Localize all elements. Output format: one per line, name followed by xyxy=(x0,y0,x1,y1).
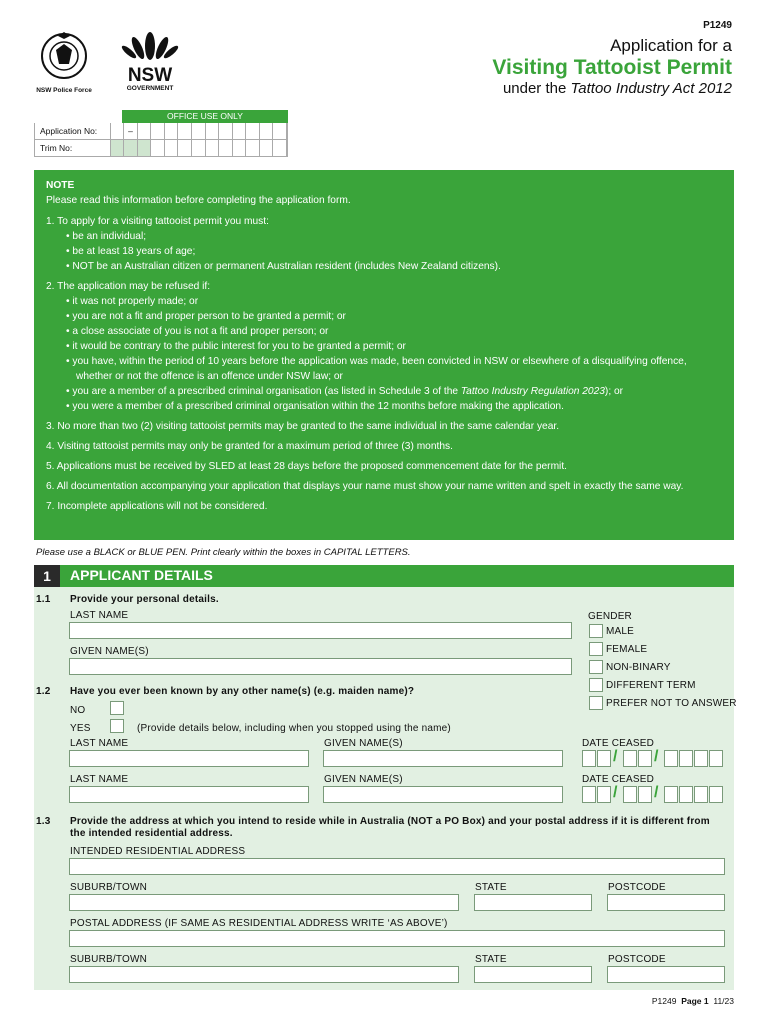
office-cell[interactable] xyxy=(219,123,233,139)
no-checkbox[interactable] xyxy=(110,701,124,715)
note-item-6: 6. All documentation accompanying your application that displays your name must show your name written and spelt in exactly the same way. xyxy=(46,481,684,492)
yes-note: (Provide details below, including when you stopped using the name) xyxy=(137,723,451,734)
office-cell[interactable] xyxy=(192,123,206,139)
date1-year-3[interactable] xyxy=(694,750,708,767)
res-state-label: STATE xyxy=(475,882,507,893)
section-number: 1 xyxy=(34,565,60,587)
note-bullet: • NOT be an Australian citizen or permanent Australian resident (includes New Zealand citizens). xyxy=(66,261,501,272)
note-bullet: • you have, within the period of 10 years before the application was made, been convicted in NSW or elsewhere of a disqualifying offence, whether or not the offence is an offence under NSW law; or xyxy=(66,356,687,382)
note-panel xyxy=(34,170,734,540)
postal-postcode-field[interactable] xyxy=(607,966,725,983)
pen-instruction: Please use a BLACK or BLUE PEN. Print clearly within the boxes in CAPITAL LETTERS. xyxy=(36,547,411,558)
nsw-logo-text: NSW xyxy=(127,65,173,86)
q11-number: 1.1 xyxy=(36,594,51,605)
date2-month-2[interactable] xyxy=(638,786,652,803)
office-cell[interactable] xyxy=(151,123,165,139)
office-cell[interactable] xyxy=(165,123,179,139)
office-cell[interactable] xyxy=(273,140,287,156)
note-item-7: 7. Incomplete applications will not be considered. xyxy=(46,501,268,512)
note-intro: Please read this information before completing the application form. xyxy=(46,195,351,206)
given-names-field[interactable] xyxy=(69,658,572,675)
office-cell[interactable] xyxy=(111,123,125,139)
office-cell[interactable] xyxy=(206,123,220,139)
postal-state-field[interactable] xyxy=(474,966,592,983)
note-bullet: • be an individual; xyxy=(66,231,147,242)
q12-text: Have you ever been known by any other name(s) (e.g. maiden name)? xyxy=(70,686,415,697)
note-bullet: • it was not properly made; or xyxy=(66,296,199,307)
alias1-given-names-label: GIVEN NAME(S) xyxy=(324,738,403,749)
date1-year-1[interactable] xyxy=(664,750,678,767)
office-cell[interactable] xyxy=(233,123,247,139)
alias2-given-names-field[interactable] xyxy=(323,786,563,803)
note-item-4: 4. Visiting tattooist permits may only be granted for a maximum period of three (3) months. xyxy=(46,441,453,452)
title-line-2: Visiting Tattooist Permit xyxy=(492,56,732,79)
office-cell[interactable] xyxy=(192,140,206,156)
postal-postcode-label: POSTCODE xyxy=(608,954,666,965)
act-name: Tattoo Industry Act 2012 xyxy=(570,80,732,97)
gender-male-label: MALE xyxy=(606,626,635,637)
alias1-given-names-field[interactable] xyxy=(323,750,563,767)
gender-male-checkbox[interactable] xyxy=(589,624,603,638)
note-bullet: • you are not a fit and proper person to be granted a permit; or xyxy=(66,311,346,322)
residential-address-field[interactable] xyxy=(69,858,725,875)
nsw-police-logo xyxy=(36,30,92,94)
note-item-2: 2. The application may be refused if: xyxy=(46,281,211,292)
gender-female-checkbox[interactable] xyxy=(589,642,603,656)
note-bullet: • you were a member of a prescribed criminal organisation within the 12 months before making the application. xyxy=(66,401,564,412)
footer-date: 11/23 xyxy=(713,996,734,1006)
office-use-table xyxy=(34,110,288,157)
q13-text: Provide the address at which you intend to reside while in Australia (NOT a PO Box) and your postal address if it is different from the intended residential address. xyxy=(70,816,710,839)
trim-no-row xyxy=(34,140,288,157)
no-label: NO xyxy=(70,705,86,716)
footer-code: P1249 xyxy=(651,996,677,1006)
q11-text: Provide your personal details. xyxy=(70,594,219,605)
office-use-heading: OFFICE USE ONLY xyxy=(122,110,288,123)
office-cell[interactable] xyxy=(219,140,233,156)
office-dash: – xyxy=(124,123,138,139)
yes-label: YES xyxy=(70,723,91,734)
police-logo-text: NSW Police Force xyxy=(36,87,92,94)
office-cell[interactable] xyxy=(246,123,260,139)
date2-year-3[interactable] xyxy=(694,786,708,803)
gender-female-label: FEMALE xyxy=(606,644,648,655)
page-footer xyxy=(652,996,734,1006)
postal-address-field[interactable] xyxy=(69,930,725,947)
residential-address-label: INTENDED RESIDENTIAL ADDRESS xyxy=(70,846,246,857)
alias1-last-name-field[interactable] xyxy=(69,750,309,767)
trim-no-label: Trim No: xyxy=(35,140,111,156)
date2-slash-1: / xyxy=(613,784,618,801)
office-cell[interactable] xyxy=(138,123,152,139)
postal-suburb-field[interactable] xyxy=(69,966,459,983)
postal-state-label: STATE xyxy=(475,954,507,965)
office-cell[interactable] xyxy=(165,140,179,156)
footer-page: Page 1 xyxy=(681,996,709,1006)
office-cell[interactable] xyxy=(178,123,192,139)
form-number: P1249 xyxy=(703,20,732,31)
date2-year-2[interactable] xyxy=(679,786,693,803)
gender-different-term-label: DIFFERENT TERM xyxy=(606,680,696,691)
note-item-1: 1. To apply for a visiting tattooist permit you must: xyxy=(46,216,269,227)
date2-day-1[interactable] xyxy=(582,786,596,803)
title-line-1: Application for a xyxy=(610,36,732,55)
office-cell[interactable] xyxy=(151,140,165,156)
office-cell[interactable] xyxy=(233,140,247,156)
gender-prefer-not-checkbox[interactable] xyxy=(589,696,603,710)
date2-year-4[interactable] xyxy=(709,786,723,803)
nsw-logo-subtext: GOVERNMENT xyxy=(126,85,174,92)
gender-different-term-checkbox[interactable] xyxy=(589,678,603,692)
note-item-5: 5. Applications must be received by SLED at least 28 days before the proposed commencement date for the permit. xyxy=(46,461,567,472)
nsw-government-logo xyxy=(120,28,180,90)
note-title: NOTE xyxy=(46,180,75,191)
gender-nonbinary-checkbox[interactable] xyxy=(589,660,603,674)
date2-day-2[interactable] xyxy=(597,786,611,803)
res-postcode-label: POSTCODE xyxy=(608,882,666,893)
alias2-last-name-field[interactable] xyxy=(69,786,309,803)
gender-label: GENDER xyxy=(588,611,632,622)
alias2-date-ceased-label: DATE CEASED xyxy=(582,774,655,785)
office-cell[interactable] xyxy=(178,140,192,156)
date1-year-4[interactable] xyxy=(709,750,723,767)
office-cell-shaded xyxy=(111,140,125,156)
date1-slash-2: / xyxy=(654,748,659,765)
title-line-3 xyxy=(503,80,732,97)
res-suburb-label: SUBURB/TOWN xyxy=(70,882,148,893)
title-prefix: under the xyxy=(502,80,571,97)
application-no-label: Application No: xyxy=(35,123,111,139)
office-cell[interactable] xyxy=(206,140,220,156)
date1-slash-1: / xyxy=(613,748,618,765)
res-state-field[interactable] xyxy=(474,894,592,911)
office-cell[interactable] xyxy=(246,140,260,156)
date1-month-2[interactable] xyxy=(638,750,652,767)
alias2-given-names-label: GIVEN NAME(S) xyxy=(324,774,403,785)
office-cell[interactable] xyxy=(260,140,274,156)
office-cell-shaded xyxy=(138,140,152,156)
given-names-label: GIVEN NAME(S) xyxy=(70,646,149,657)
date1-year-2[interactable] xyxy=(679,750,693,767)
alias1-date-ceased-label: DATE CEASED xyxy=(582,738,655,749)
office-cell[interactable] xyxy=(273,123,287,139)
gender-prefer-not-label: PREFER NOT TO ANSWER xyxy=(606,698,737,709)
postal-suburb-label: SUBURB/TOWN xyxy=(70,954,148,965)
note-bullet: • be at least 18 years of age; xyxy=(66,246,196,257)
date1-day-1[interactable] xyxy=(582,750,596,767)
q12-number: 1.2 xyxy=(36,686,51,697)
alias2-last-name-label: LAST NAME xyxy=(70,774,129,785)
note-bullet: • a close associate of you is not a fit and proper person; or xyxy=(66,326,329,337)
last-name-field[interactable] xyxy=(69,622,572,639)
note-item-3: 3. No more than two (2) visiting tattooist permits may be granted to the same individual in the same calendar year. xyxy=(46,421,560,432)
office-cell-shaded xyxy=(124,140,138,156)
date2-slash-2: / xyxy=(654,784,659,801)
office-cell[interactable] xyxy=(260,123,274,139)
q13-number: 1.3 xyxy=(36,816,51,827)
res-postcode-field[interactable] xyxy=(607,894,725,911)
gender-nonbinary-label: NON-BINARY xyxy=(606,662,671,673)
postal-address-label: POSTAL ADDRESS (IF SAME AS RESIDENTIAL ADDRESS WRITE ‘AS ABOVE’) xyxy=(70,918,448,929)
note-bullet: • you are a member of a prescribed criminal organisation (as listed in Schedule 3 of the Tattoo Industry Regulation 2023); or xyxy=(66,386,624,397)
last-name-label: LAST NAME xyxy=(70,610,129,621)
date1-month-1[interactable] xyxy=(623,750,637,767)
note-bullet: • it would be contrary to the public interest for you to be granted a permit; or xyxy=(66,341,406,352)
date2-month-1[interactable] xyxy=(623,786,637,803)
date1-day-2[interactable] xyxy=(597,750,611,767)
res-suburb-field[interactable] xyxy=(69,894,459,911)
application-no-row xyxy=(34,123,288,140)
section-title: APPLICANT DETAILS xyxy=(70,567,213,583)
alias1-last-name-label: LAST NAME xyxy=(70,738,129,749)
yes-checkbox[interactable] xyxy=(110,719,124,733)
date2-year-1[interactable] xyxy=(664,786,678,803)
